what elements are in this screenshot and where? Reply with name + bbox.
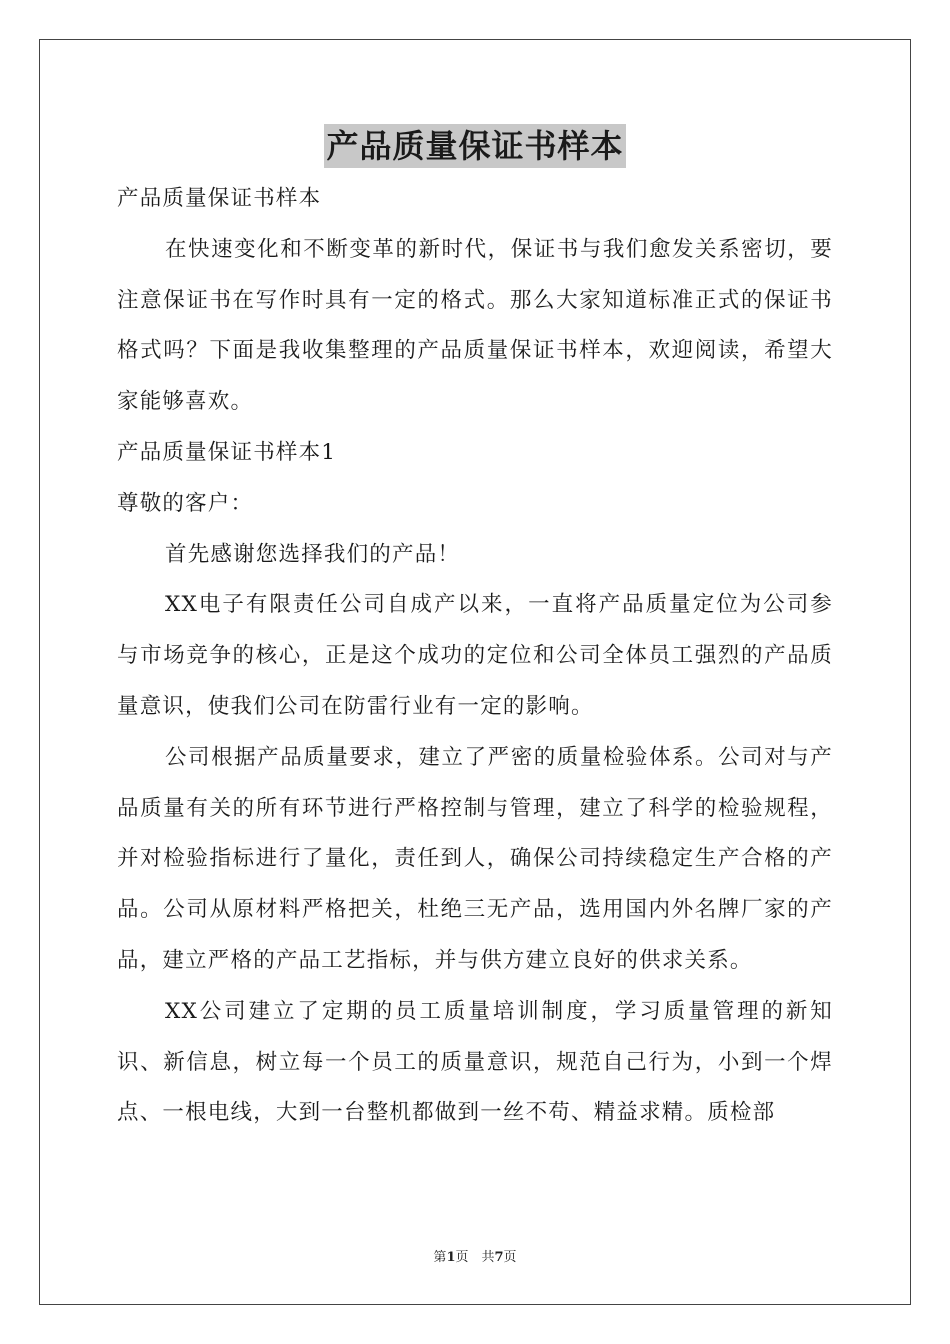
footer-current-page: 1: [446, 1250, 456, 1265]
document-title: [0, 124, 950, 176]
paragraph: XX电子有限责任公司自成产以来，一直将产品质量定位为公司参与市场竞争的核心，正是这个成功的定位和公司全体员工强烈的产品质量意识，使我们公司在防雷行业有一定的影响。: [117, 592, 833, 719]
document-title-text: 产品质量保证书样本: [324, 124, 625, 168]
paragraph: XX公司建立了定期的员工质量培训制度，学习质量管理的新知识、新信息，树立每一个员工的质量意识，规范自己行为，小到一个焊点、一根电线，大到一台整机都做到一丝不苟、精益求精。质检部: [117, 998, 833, 1126]
paragraph: 产品质量保证书样本: [117, 186, 322, 211]
page-footer: [0, 1246, 950, 1265]
footer-total-pages: 7: [494, 1250, 504, 1265]
paragraph: 公司根据产品质量要求，建立了严密的质量检验体系。公司对与产品质量有关的所有环节进行严格控制与管理，建立了科学的检验规程，并对检验指标进行了量化，责任到人，确保公司持续稳定生产合格的产品。公司从原材料严格把关，杜绝三无产品，选用国内外名牌厂家的产品，建立严格的产品工艺指标，并与供方建立良好的供求关系。: [117, 744, 833, 973]
paragraph: 在快速变化和不断变革的新时代，保证书与我们愈发关系密切，要注意保证书在写作时具有一定的格式。那么大家知道标准正式的保证书格式吗？下面是我收集整理的产品质量保证书样本，欢迎阅读，希望大家能够喜欢。: [117, 236, 833, 415]
document-body: [117, 174, 833, 1139]
paragraph: 尊敬的客户：: [117, 490, 254, 516]
footer-mid: 页 共: [455, 1250, 495, 1265]
paragraph: 首先感谢您选择我们的产品！: [165, 541, 461, 567]
footer-prefix: 第: [433, 1250, 447, 1265]
paragraph: 产品质量保证书样本1: [117, 439, 337, 465]
footer-suffix: 页: [503, 1250, 517, 1265]
